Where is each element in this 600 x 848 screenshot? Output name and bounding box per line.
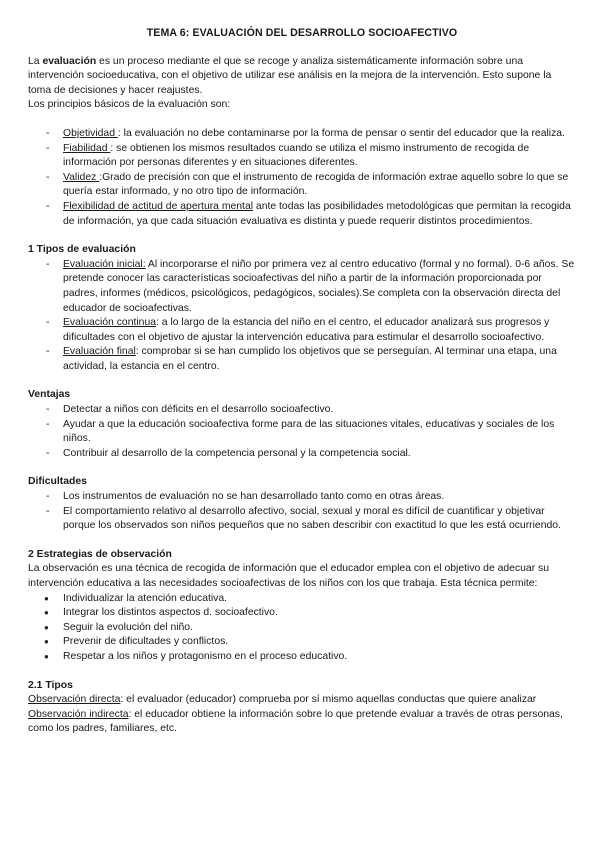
list-item <box>46 345 576 374</box>
list-item <box>46 127 576 142</box>
tipo-term: Evaluación final <box>63 346 136 358</box>
ventajas-list <box>46 403 576 461</box>
principle-text: : se obtienen los mismos resultados cuando se utiliza el mismo instrumento de recogida de información por personas diferentes y en situaciones diferentes. <box>63 142 530 169</box>
section-heading-subtipos: 2.1 Tipos <box>28 679 73 691</box>
tipo-term: Evaluación continua <box>63 317 157 329</box>
list-item: - Contribuir al desarrollo de la competencia personal y la competencia social. <box>46 447 576 462</box>
list-item <box>46 142 576 171</box>
observacion-indirecta-term: Observación indirecta <box>28 708 129 720</box>
intro-post: es un proceso mediante el que se recoge y analiza sistemáticamente información sobre una intervención socioeducativa, con el objetivo de utilizar ese análisis en la mejora de la intervención. Esto supone la toma de decisiones y hacer reajustes. <box>28 55 552 96</box>
tipos-list <box>46 258 576 375</box>
tipo-text: Al incorporarse el niño por primera vez al centro educativo (formal y no formal). 0-6 años. Se pretende conocer las características socioafectivas del niño a partir de la información proporcionada por padres, informes (médicos, psicológicos, pedagógicos, sociales).Se completa con la observación directa del educador de socioafectivas. <box>63 258 575 314</box>
principle-text: : la evaluación no debe contaminarse por la forma de pensar o sentir del educador que la realiza. <box>117 127 565 139</box>
tipo-term: Evaluación inicial: <box>63 258 146 270</box>
principle-term: Flexibilidad de actitud de apertura mental <box>63 200 254 212</box>
estrategias-paragraph: La observación es una técnica de recogida de información que el educador emplea con el objetivo de adecuar su intervención educativa a las necesidades socioafectivas de los niños con los que trabaja. Esta técnica permite: <box>28 563 550 589</box>
principle-text: :Grado de precisión con que el instrumento de recogida de información extrae aquello sobre lo que se quería estar informado, y no otro tipo de información. <box>63 171 569 198</box>
observacion-directa-term: Observación directa <box>28 694 121 706</box>
section-heading-ventajas: Ventajas <box>28 389 71 401</box>
estrategias-list <box>44 592 576 665</box>
observacion-directa <box>28 693 576 708</box>
list-item: - El comportamiento relativo al desarrollo afectivo, social, sexual y moral es difícil de cuantificar y objetivar porque los observados son niños pequeños que no saben describir con exactitud lo que les está ocurriendo. <box>46 505 576 534</box>
section-heading-estrategias: 2 Estrategias de observación <box>28 548 172 560</box>
tipo-text: : a lo largo de la estancia del niño en el centro, el educador analizará sus progresos y dificultades con el objetivo de ajustar la intervención educativa para estimular el desarrollo socioafectivo. <box>63 317 550 343</box>
principle-text: ante todas las posibilidades metodológicas que permitan la recogida de información, ya que cada situación evaluativa es distinta y puede requerir distintos procedimientos. <box>63 200 571 227</box>
list-item: - Detectar a niños con déficits en el desarrollo socioafectivo. <box>46 403 576 418</box>
list-item <box>46 316 576 345</box>
dificultades-list <box>46 490 576 534</box>
list-item: ● Prevenir de dificultades y conflictos. <box>44 635 576 650</box>
intro-bold-term: evaluación <box>42 55 97 67</box>
intro-paragraph <box>28 55 576 99</box>
observacion-directa-text: : el evaluador (educador) comprueba por sí mismo aquellas conductas que quiere analizar <box>120 694 537 706</box>
principles-intro: Los principios básicos de la evaluación son: <box>28 99 231 111</box>
section-heading-dificultades: Dificultades <box>28 476 87 488</box>
principle-term: Validez <box>63 171 100 183</box>
list-item: - Ayudar a que la educación socioafectiva forme para de las situaciones vitales, educativas y sociales de los niños. <box>46 418 576 447</box>
list-item: ● Seguir la evolución del niño. <box>44 621 576 636</box>
document-page <box>28 26 576 737</box>
section-heading-tipos: 1 Tipos de evaluación <box>28 244 136 256</box>
list-item: ● Individualizar la atención educativa. <box>44 592 576 607</box>
list-item: - Los instrumentos de evaluación no se han desarrollado tanto como en otras áreas. <box>46 490 576 505</box>
page-title: TEMA 6: EVALUACIÓN DEL DESARROLLO SOCIOAFECTIVO <box>146 27 458 39</box>
principles-list <box>46 127 576 229</box>
list-item: ● Respetar a los niños y protagonismo en el proceso educativo. <box>44 650 576 665</box>
principle-term: Fiabilidad <box>63 142 111 154</box>
list-item <box>46 200 576 229</box>
list-item: ● Integrar los distintos aspectos d. socioafectivo. <box>44 606 576 621</box>
observacion-indirecta-text: : el educador obtiene la información sobre lo que pretende evaluar a través de otras personas, como los padres, familiares, etc. <box>28 708 563 735</box>
list-item <box>46 258 576 316</box>
principle-term: Objetividad <box>63 127 118 139</box>
list-item <box>46 171 576 200</box>
intro-pre: La <box>28 55 43 67</box>
observacion-indirecta <box>28 708 576 737</box>
tipo-text: : comprobar si se han cumplido los objetivos que se perseguían. Al terminar una etapa, una actividad, la estancia en el centro. <box>63 346 557 372</box>
